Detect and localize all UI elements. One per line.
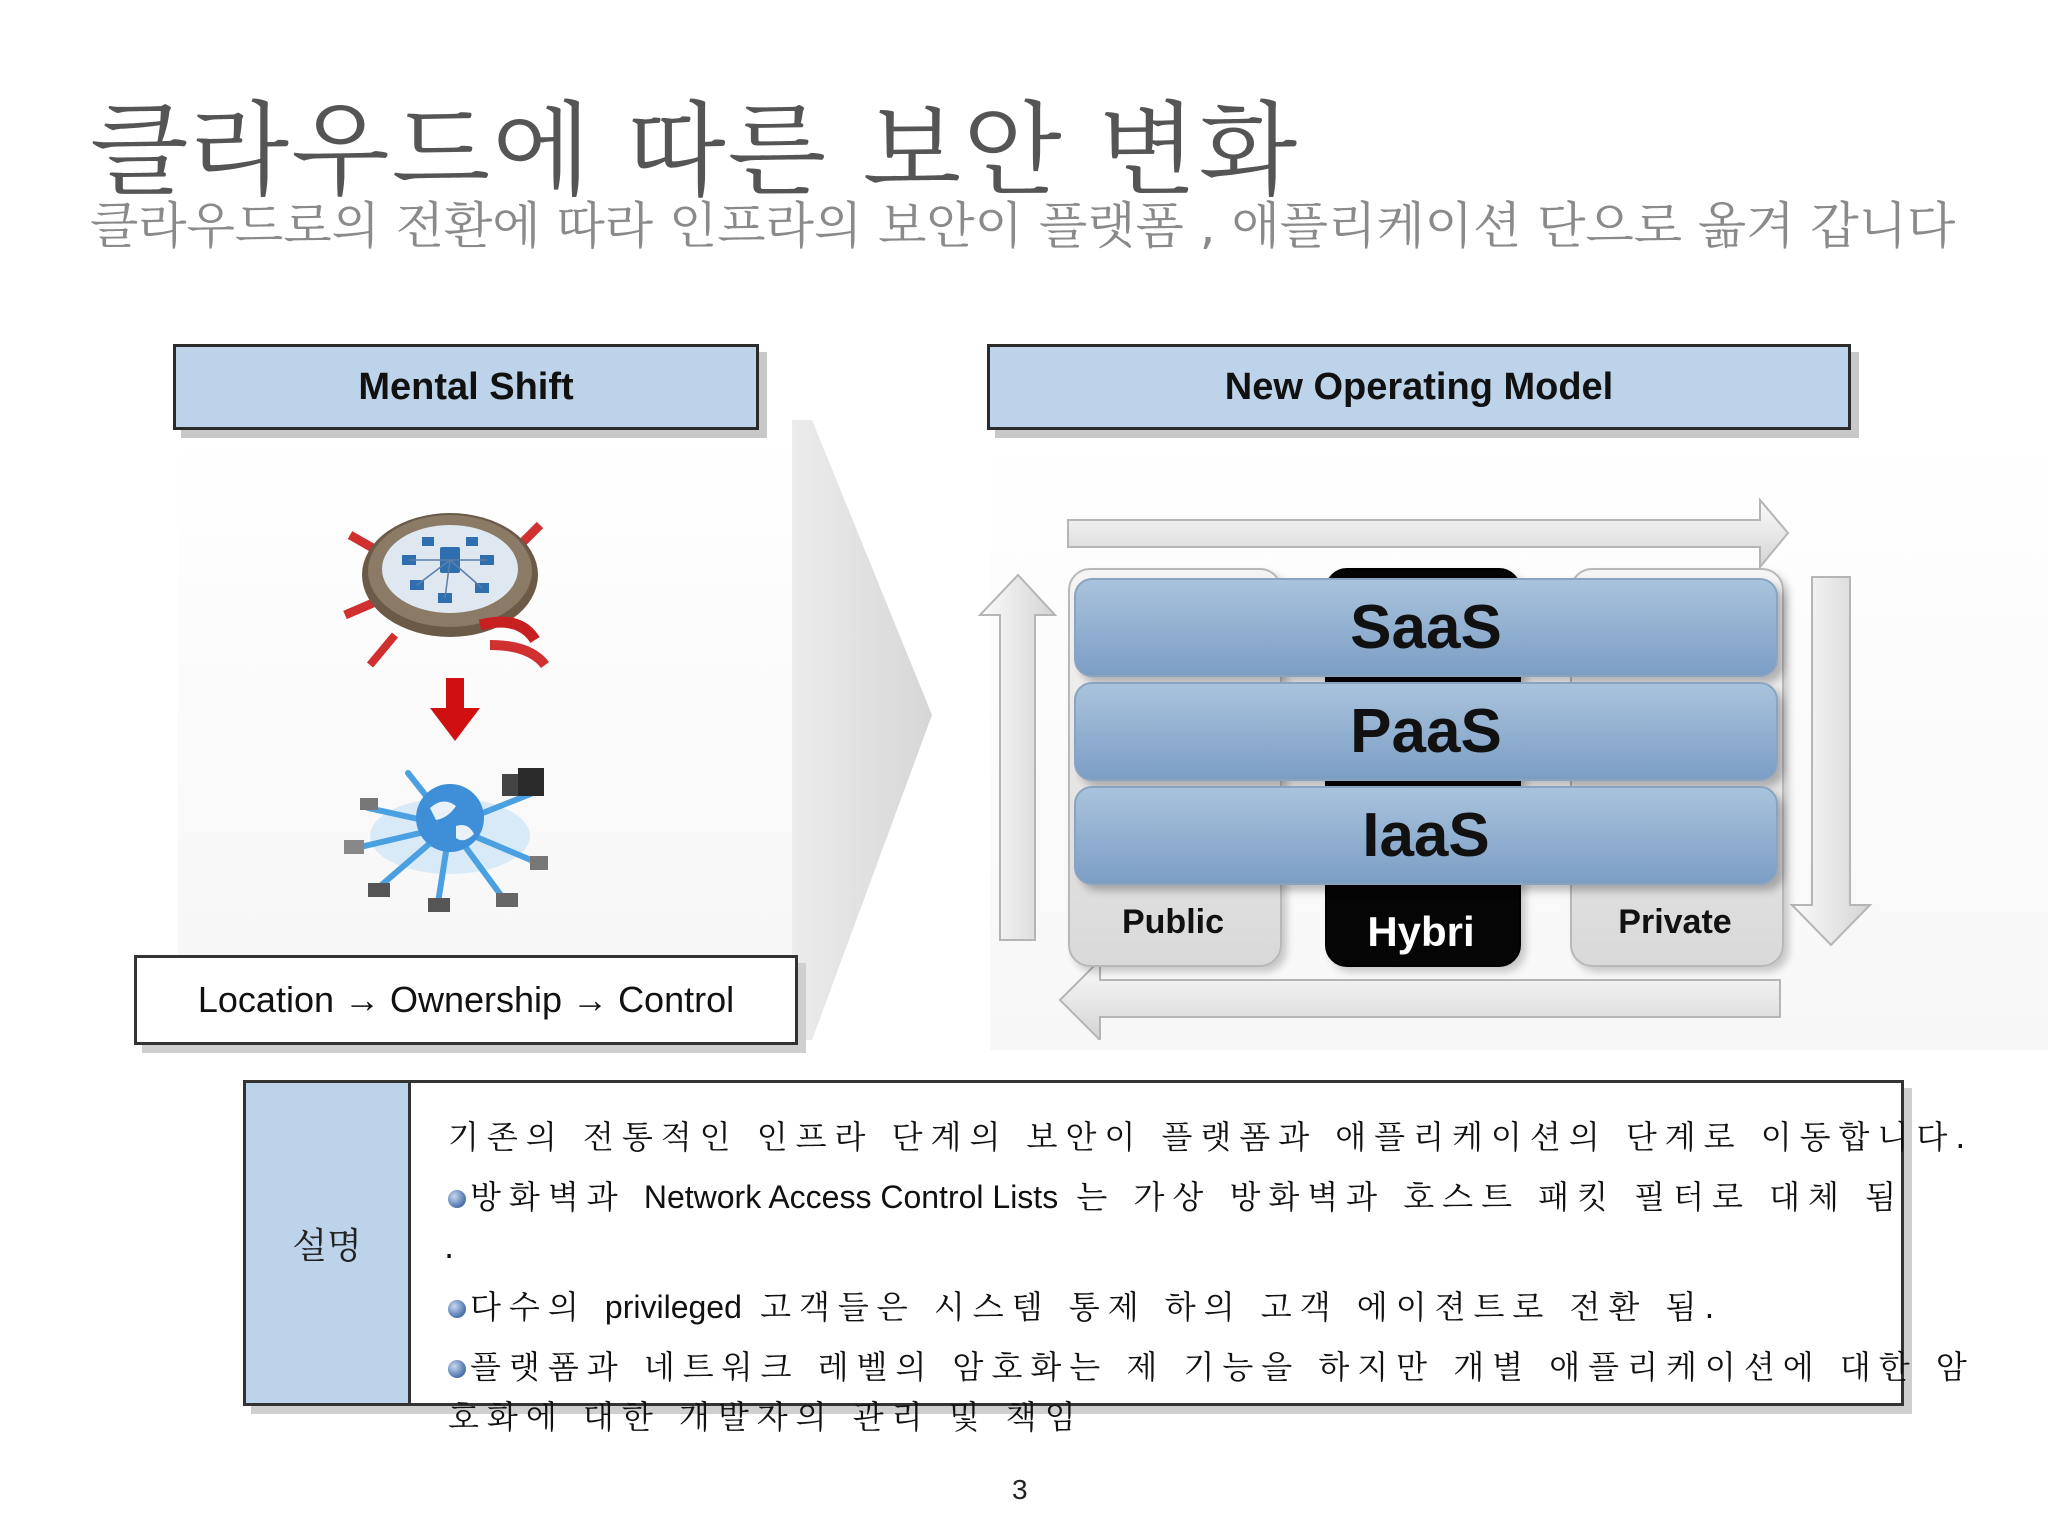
page-number: 3 (1012, 1474, 1028, 1505)
globe-network-icon (338, 748, 558, 918)
operating-model-header: New Operating Model (987, 344, 1851, 430)
right-arrow-icon (1068, 500, 1788, 567)
description-line-1: 기존의 전통적인 인프라 단계의 보안이 플랫폼과 애플리케이션의 단계로 이동합니다. (448, 1118, 1974, 1156)
down-arrow-icon (428, 678, 482, 743)
left-arrow-icon (1060, 960, 1780, 1040)
bullet-icon (448, 1300, 466, 1318)
public-label: Public (1121, 903, 1225, 941)
description-line-2: 방화벽과 Network Access Control Lists 는 가상 방화벽과 호스트 패킷 필터로 대체 됨 (448, 1172, 1904, 1218)
down-arrow-icon (1792, 577, 1870, 945)
saas-layer: SaaS (1074, 578, 1778, 677)
bullet-icon (448, 1360, 466, 1378)
page-subtitle: 클라우드로의 전환에 따라 인프라의 보안이 플랫폼 , 애플리케이션 단으로 옮겨 갑니다 (90, 197, 1956, 255)
private-label: Private (1618, 903, 1732, 941)
up-arrow-icon (980, 575, 1055, 940)
description-header: 설명 (246, 1083, 411, 1403)
description-line-5: 플랫폼과 네트워크 레벨의 암호화는 제 기능을 하지만 개별 애플리케이션에 대한 암 (448, 1342, 1975, 1388)
description-line-6: 호화에 대한 개발자의 관리 및 책임 (448, 1398, 1084, 1436)
chevron-arrow-icon (792, 420, 942, 1040)
iaas-layer: IaaS (1074, 786, 1778, 885)
mental-shift-header: Mental Shift (173, 344, 759, 430)
page-title: 클라우드에 따른 보안 변화 (90, 92, 1300, 211)
fortress-network-icon (340, 495, 560, 675)
description-line-4: 다수의 privileged 고객들은 시스템 통제 하의 고객 에이젼트로 전환 됨. (448, 1282, 1723, 1328)
bullet-icon (448, 1190, 466, 1208)
location-ownership-control: Location → Ownership → Control (134, 955, 798, 1045)
description-line-3: . (444, 1228, 463, 1266)
hybrid-label: Hybri (1367, 908, 1475, 955)
paas-layer: PaaS (1074, 682, 1778, 781)
